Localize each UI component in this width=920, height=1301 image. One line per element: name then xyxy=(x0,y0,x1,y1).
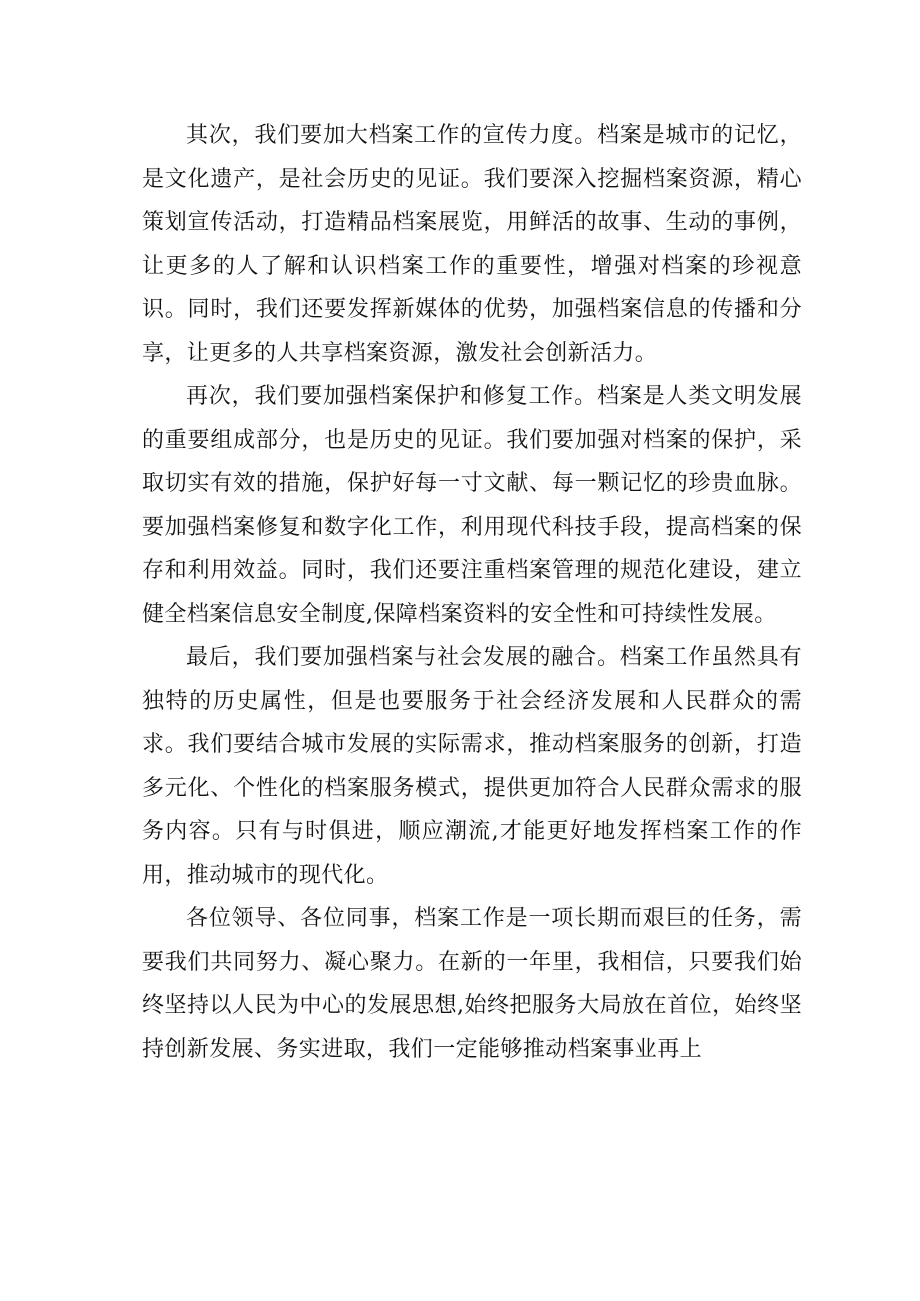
document-body xyxy=(142,114,802,1071)
paragraph-closing: 各位领导、各位同事，档案工作是一项长期而艰巨的任务，需要我们共同努力、凝心聚力。在新的一年里，我相信，只要我们始终坚持以人民为中心的发展思想,始终把服务大局放在首位，始终坚持创新发展、务实进取，我们一定能够推动档案事业再上 xyxy=(142,906,802,1062)
paragraph-integration: 最后，我们要加强档案与社会发展的融合。档案工作虽然具有独特的历史属性，但是也要服务于社会经济发展和人民群众的需求。我们要结合城市发展的实际需求，推动档案服务的创新，打造多元化、个性化的档案服务模式，提供更加符合人民群众需求的服务内容。只有与时俱进，顺应潮流,才能更好地发挥档案工作的作用，推动城市的现代化。 xyxy=(142,645,802,888)
paragraph-preservation: 再次，我们要加强档案保护和修复工作。档案是人类文明发展的重要组成部分，也是历史的见证。我们要加强对档案的保护，采取切实有效的措施，保护好每一寸文献、每一颗记忆的珍贵血脉。要加强档案修复和数字化工作，利用现代科技手段，提高档案的保存和利用效益。同时，我们还要注重档案管理的规范化建设，建立健全档案信息安全制度,保障档案资料的安全性和可持续性发展。 xyxy=(142,384,802,627)
paragraph-publicity: 其次，我们要加大档案工作的宣传力度。档案是城市的记忆，是文化遗产，是社会历史的见证。我们要深入挖掘档案资源，精心策划宣传活动，打造精品档案展览，用鲜活的故事、生动的事例，让更多的人了解和认识档案工作的重要性，增强对档案的珍视意识。同时，我们还要发挥新媒体的优势，加强档案信息的传播和分享，让更多的人共享档案资源，激发社会创新活力。 xyxy=(142,123,802,366)
